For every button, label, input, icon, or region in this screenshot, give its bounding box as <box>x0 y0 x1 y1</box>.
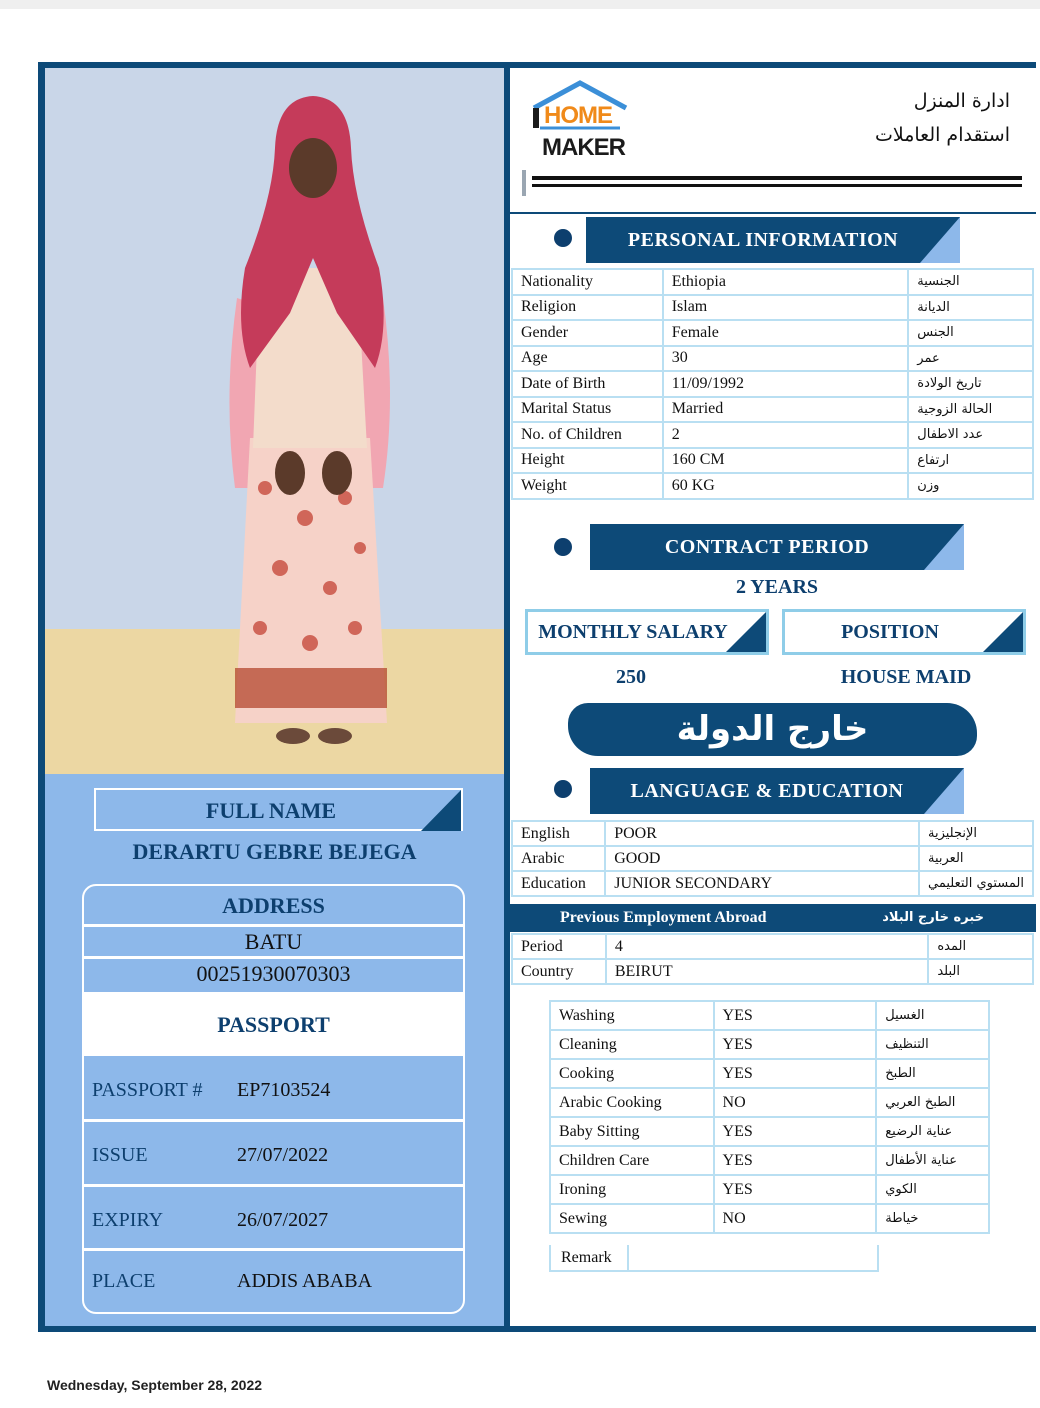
logo-home-text: HOME <box>544 102 612 129</box>
monthly-salary-header <box>525 609 769 655</box>
divider <box>84 1248 463 1251</box>
address-label: ADDRESS <box>222 893 325 918</box>
expiry-value: 26/07/2027 <box>237 1209 329 1231</box>
personal-row-value: 160 CM <box>663 448 909 474</box>
bullet-icon <box>554 229 572 247</box>
personal-row-ar: تاريخ الولادة <box>908 371 1033 397</box>
personal-row <box>512 346 1033 372</box>
skill-row <box>550 1117 989 1146</box>
personal-row-label: Date of Birth <box>512 371 663 397</box>
address-passport-card <box>82 884 465 1314</box>
corner-triangle-icon <box>983 612 1023 652</box>
language-row-ar: العربية <box>919 846 1033 871</box>
passport-number-value: EP7103524 <box>237 1079 331 1101</box>
personal-info-header <box>586 217 960 263</box>
skill-row-ar: عناية الأطفال <box>876 1146 989 1175</box>
skill-row-ar: الكوي <box>876 1175 989 1204</box>
monthly-salary-label: MONTHLY SALARY <box>538 621 728 643</box>
personal-row <box>512 473 1033 499</box>
language-row-label: Arabic <box>512 846 605 871</box>
skill-row-label: Arabic Cooking <box>550 1088 714 1117</box>
remark-row <box>549 1245 879 1272</box>
personal-row <box>512 295 1033 321</box>
contract-period-header <box>590 524 964 570</box>
personal-row <box>512 422 1033 448</box>
skill-row-ar: الغسيل <box>876 1001 989 1030</box>
previous-row <box>512 959 1033 984</box>
expiry-label: EXPIRY <box>92 1209 164 1231</box>
skill-row-value: YES <box>714 1059 877 1088</box>
top-margin-bar <box>0 0 1040 9</box>
previous-row-ar: المده <box>928 934 1033 959</box>
divider <box>84 924 463 927</box>
skill-row <box>550 1030 989 1059</box>
previous-row-label: Period <box>512 934 606 959</box>
previous-employment-bar <box>510 904 1036 932</box>
language-row-value: GOOD <box>605 846 919 871</box>
position-value: HOUSE MAID <box>840 666 972 688</box>
place-value: ADDIS ABABA <box>237 1270 373 1292</box>
corner-triangle-icon <box>924 524 964 570</box>
bullet-icon <box>554 780 572 798</box>
divider <box>84 1184 463 1187</box>
personal-row-ar: عدد الاطفال <box>908 422 1033 448</box>
personal-row-label: Age <box>512 346 663 372</box>
passport-number-label: PASSPORT # <box>92 1079 203 1101</box>
full-name-label: FULL NAME <box>205 798 337 823</box>
language-row <box>512 871 1033 896</box>
corner-triangle-icon <box>726 612 766 652</box>
skill-row-value: NO <box>714 1088 877 1117</box>
bullet-icon <box>554 538 572 556</box>
skill-row-label: Ironing <box>550 1175 714 1204</box>
language-row <box>512 821 1033 846</box>
skill-row-label: Children Care <box>550 1146 714 1175</box>
previous-row-label: Country <box>512 959 606 984</box>
personal-row-label: No. of Children <box>512 422 663 448</box>
personal-row-value: Islam <box>663 295 909 321</box>
header-rule <box>510 212 1036 214</box>
personal-row-label: Height <box>512 448 663 474</box>
abroad-banner: خارج الدولة <box>568 703 977 756</box>
skill-row <box>550 1088 989 1117</box>
skill-row-ar: التنظيف <box>876 1030 989 1059</box>
language-row-value: POOR <box>605 821 919 846</box>
full-name-header <box>94 788 463 831</box>
remark-label: Remark <box>561 1249 612 1266</box>
skill-row-ar: خياطة <box>876 1204 989 1233</box>
skill-row-ar: عناية الرضيع <box>876 1117 989 1146</box>
personal-info-table <box>511 268 1034 500</box>
previous-employment-table <box>511 933 1034 985</box>
corner-triangle-icon <box>421 790 461 831</box>
person-figure <box>45 68 504 774</box>
skill-row-value: NO <box>714 1204 877 1233</box>
language-education-header <box>590 768 964 814</box>
address-value: BATU <box>244 929 303 954</box>
personal-row-value: 11/09/1992 <box>663 371 909 397</box>
language-row-value: JUNIOR SECONDARY <box>605 871 919 896</box>
personal-row-label: Religion <box>512 295 663 321</box>
personal-row-ar: ارتفاع <box>908 448 1033 474</box>
skill-row-value: YES <box>714 1030 877 1059</box>
language-row-label: Education <box>512 871 605 896</box>
personal-row-label: Nationality <box>512 269 663 295</box>
personal-row <box>512 269 1033 295</box>
full-name-value: DERARTU GEBRE BEJEGA <box>132 839 417 864</box>
skill-row <box>550 1175 989 1204</box>
personal-row-value: Married <box>663 397 909 423</box>
skill-row-value: YES <box>714 1146 877 1175</box>
personal-info-title: PERSONAL INFORMATION <box>627 229 899 251</box>
skill-row-value: YES <box>714 1001 877 1030</box>
language-row-label: English <box>512 821 605 846</box>
skill-row <box>550 1146 989 1175</box>
language-row-ar: المستوي التعليمي <box>919 871 1033 896</box>
issue-label: ISSUE <box>92 1144 148 1166</box>
previous-row-value: 4 <box>606 934 928 959</box>
position-label: POSITION <box>841 621 939 643</box>
personal-row-value: 60 KG <box>663 473 909 499</box>
personal-row-label: Weight <box>512 473 663 499</box>
previous-row <box>512 934 1033 959</box>
corner-triangle-icon <box>924 768 964 814</box>
personal-row-ar: الجنسية <box>908 269 1033 295</box>
personal-row-value: 2 <box>663 422 909 448</box>
personal-row-ar: الديانة <box>908 295 1033 321</box>
skill-row-label: Cooking <box>550 1059 714 1088</box>
previous-row-value: BEIRUT <box>606 959 928 984</box>
personal-row-value: 30 <box>663 346 909 372</box>
passport-title: PASSPORT <box>217 1012 330 1037</box>
personal-row <box>512 397 1033 423</box>
skill-row-value: YES <box>714 1175 877 1204</box>
personal-row-ar: وزن <box>908 473 1033 499</box>
candidate-photo <box>45 68 504 774</box>
personal-row-label: Gender <box>512 320 663 346</box>
phone-value: 00251930070303 <box>196 961 351 986</box>
personal-row-ar: عمر <box>908 346 1033 372</box>
corner-triangle-icon <box>920 217 960 263</box>
personal-row <box>512 320 1033 346</box>
skill-row-label: Washing <box>550 1001 714 1030</box>
arabic-title-2: استقدام العاملات <box>874 124 1010 146</box>
language-table <box>511 820 1034 897</box>
arabic-title-1: ادارة المنزل <box>913 90 1010 112</box>
contract-period-title: CONTRACT PERIOD <box>664 536 870 558</box>
skill-row-label: Cleaning <box>550 1030 714 1059</box>
skill-row <box>550 1204 989 1233</box>
skill-row <box>550 1001 989 1030</box>
skill-row <box>550 1059 989 1088</box>
header-double-line <box>522 170 1027 196</box>
print-date: Wednesday, September 28, 2022 <box>47 1377 263 1393</box>
personal-row <box>512 371 1033 397</box>
skill-row-label: Baby Sitting <box>550 1117 714 1146</box>
personal-row-ar: الحالة الزوجية <box>908 397 1033 423</box>
skill-row-value: YES <box>714 1117 877 1146</box>
personal-row-ar: الجنس <box>908 320 1033 346</box>
language-row <box>512 846 1033 871</box>
issue-value: 27/07/2022 <box>237 1144 329 1166</box>
home-maker-logo <box>530 80 630 166</box>
previous-row-ar: البلد <box>928 959 1033 984</box>
personal-row <box>512 448 1033 474</box>
personal-row-label: Marital Status <box>512 397 663 423</box>
logo-maker-text: MAKER <box>542 134 625 161</box>
skill-row-label: Sewing <box>550 1204 714 1233</box>
skill-row-ar: الطبخ <box>876 1059 989 1088</box>
skill-row-ar: الطبخ العربي <box>876 1088 989 1117</box>
place-label: PLACE <box>92 1270 156 1292</box>
monthly-salary-value: 250 <box>616 666 646 688</box>
divider <box>84 956 463 959</box>
skills-table <box>549 1000 990 1234</box>
contract-period-value: 2 YEARS <box>735 576 819 598</box>
personal-row-value: Female <box>663 320 909 346</box>
remark-divider <box>627 1245 629 1270</box>
personal-row-value: Ethiopia <box>663 269 909 295</box>
divider <box>84 1119 463 1122</box>
language-row-ar: الإنجليزية <box>919 821 1033 846</box>
language-education-title: LANGUAGE & EDUCATION <box>630 780 904 802</box>
position-header <box>782 609 1026 655</box>
previous-employment-title: Previous Employment Abroad <box>560 909 767 926</box>
previous-employment-title-ar: خبره خارج البلاد <box>882 910 984 925</box>
